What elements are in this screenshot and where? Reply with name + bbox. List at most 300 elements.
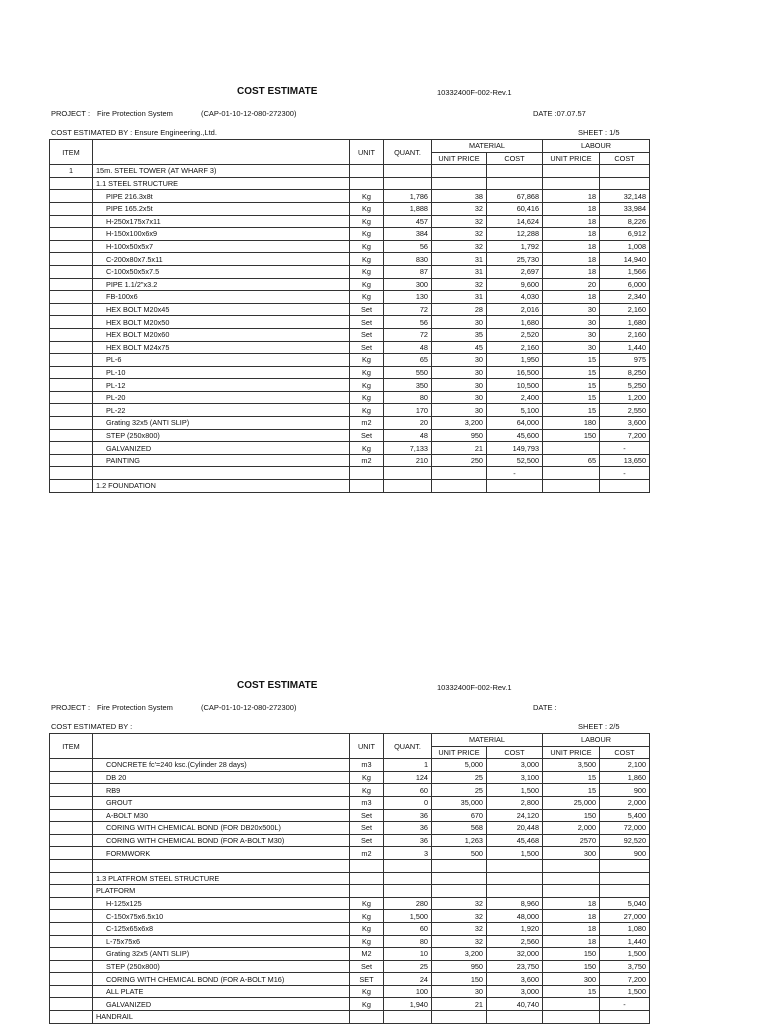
cell-labour-unit-price: 18 [543,215,600,228]
cell-item [50,809,93,822]
table-row [50,910,650,923]
cell-material-cost [487,1011,543,1024]
cell-labour-unit-price: 18 [543,265,600,278]
cell-description: CORING WITH CHEMICAL BOND (FOR DB20x500L) [93,822,350,835]
cell-labour-cost: 6,912 [600,228,650,241]
cell-item [50,454,93,467]
cell-description: GALVANIZED [93,998,350,1011]
cell-description: PL-6 [93,354,350,367]
cell-labour-cost: 32,148 [600,190,650,203]
cell-item [50,190,93,203]
cell-material-cost: 60,416 [487,202,543,215]
project-name: Fire Protection System [97,109,173,118]
cell-labour-unit-price: 150 [543,948,600,961]
cell-labour-cost: 3,600 [600,417,650,430]
cell-material-cost: 2,520 [487,328,543,341]
cell-labour-cost: 13,650 [600,454,650,467]
cell-description: HANDRAIL [93,1011,350,1024]
cell-unit: Set [350,809,384,822]
cell-material-unit-price [432,165,487,178]
cell-quantity: 130 [384,291,432,304]
cell-quantity: 170 [384,404,432,417]
cell-material-cost: 48,000 [487,910,543,923]
cell-material-cost: 24,120 [487,809,543,822]
cell-labour-cost: 7,200 [600,429,650,442]
cell-quantity: 100 [384,985,432,998]
table-row [50,354,650,367]
cell-labour-cost: 1,680 [600,316,650,329]
cell-unit: Kg [350,985,384,998]
table-row [50,948,650,961]
cell-unit: Kg [350,771,384,784]
table-row [50,922,650,935]
cell-labour-unit-price: 3,500 [543,759,600,772]
cell-description: PL-10 [93,366,350,379]
cell-labour-cost: - [600,442,650,455]
cell-material-cost: 1,920 [487,922,543,935]
cell-material-unit-price: 32 [432,922,487,935]
cell-unit [350,885,384,898]
cell-unit: Kg [350,190,384,203]
cell-unit: Set [350,960,384,973]
cell-labour-cost: 2,160 [600,328,650,341]
header-description [93,140,350,165]
cell-material-unit-price: 30 [432,366,487,379]
cell-quantity [384,859,432,872]
header-material: MATERIAL [432,734,543,747]
cell-labour-unit-price: 2,000 [543,822,600,835]
cell-description: CORING WITH CHEMICAL BOND (FOR A-BOLT M16) [93,973,350,986]
cell-material-cost: 2,400 [487,391,543,404]
header-material-unit-price: UNIT PRICE [432,746,487,759]
cell-unit: Set [350,822,384,835]
cell-unit: Set [350,834,384,847]
cell-quantity: 550 [384,366,432,379]
cell-labour-unit-price: 300 [543,973,600,986]
cell-labour-unit-price: 15 [543,985,600,998]
table-row [50,1011,650,1024]
cell-labour-unit-price: 18 [543,253,600,266]
table-row [50,872,650,885]
cell-material-cost: 32,000 [487,948,543,961]
cell-quantity: 65 [384,354,432,367]
cell-labour-cost: 2,340 [600,291,650,304]
cell-labour-cost: 92,520 [600,834,650,847]
cell-material-cost: 12,288 [487,228,543,241]
cell-quantity: 300 [384,278,432,291]
cost-estimate-table [49,139,650,493]
cell-material-cost: 8,960 [487,897,543,910]
sheet-number: SHEET : 1/5 [578,128,620,137]
cell-material-cost: 25,730 [487,253,543,266]
cell-material-unit-price: 35,000 [432,796,487,809]
cell-unit: Set [350,303,384,316]
cell-material-unit-price: 30 [432,354,487,367]
cell-description: GROUT [93,796,350,809]
cell-quantity: 36 [384,834,432,847]
table-row [50,379,650,392]
cell-item [50,480,93,493]
cell-item [50,922,93,935]
cell-labour-cost: 2,000 [600,796,650,809]
cell-description: H-125x125 [93,897,350,910]
cell-material-cost: - [487,467,543,480]
table-row [50,759,650,772]
cell-item [50,872,93,885]
cell-item [50,1011,93,1024]
cell-item [50,429,93,442]
table-row [50,291,650,304]
cell-material-cost [487,872,543,885]
cell-item [50,253,93,266]
sheet-title: COST ESTIMATE [237,680,318,691]
cell-labour-cost: 975 [600,354,650,367]
cell-material-unit-price [432,480,487,493]
cell-labour-unit-price: 15 [543,391,600,404]
cell-labour-cost: 2,550 [600,404,650,417]
cost-estimate-table [49,733,650,1024]
cell-quantity: 350 [384,379,432,392]
cell-labour-unit-price: 18 [543,190,600,203]
cell-description: H-150x100x6x9 [93,228,350,241]
cell-item [50,215,93,228]
cell-unit: Kg [350,278,384,291]
cell-labour-unit-price: 15 [543,379,600,392]
project-code: (CAP-01-10-12-080-272300) [201,109,297,118]
cell-material-cost [487,885,543,898]
cell-item [50,202,93,215]
cell-description: PIPE 216.3x8t [93,190,350,203]
cell-material-unit-price [432,177,487,190]
cell-description: CONCRETE fc'=240 ksc.(Cylinder 28 days) [93,759,350,772]
table-row [50,215,650,228]
cell-unit: Kg [350,784,384,797]
cell-unit: Kg [350,922,384,935]
cell-labour-unit-price [543,480,600,493]
cell-description: C-100x50x5x7.5 [93,265,350,278]
cell-labour-cost: 1,440 [600,341,650,354]
table-row [50,429,650,442]
cell-material-unit-price: 25 [432,771,487,784]
table-row [50,973,650,986]
cell-description: Grating 32x5 (ANTI SLIP) [93,948,350,961]
cell-labour-unit-price: 30 [543,303,600,316]
cell-labour-cost: 5,250 [600,379,650,392]
cell-description: PLATFORM [93,885,350,898]
cell-quantity: 384 [384,228,432,241]
cell-material-unit-price: 32 [432,897,487,910]
cell-item [50,366,93,379]
table-row [50,935,650,948]
cell-labour-cost: - [600,467,650,480]
cell-quantity: 830 [384,253,432,266]
cell-item [50,404,93,417]
cell-quantity: 1,940 [384,998,432,1011]
cell-unit: SET [350,973,384,986]
cell-quantity: 0 [384,796,432,809]
cell-labour-unit-price: 18 [543,291,600,304]
cell-quantity [384,177,432,190]
cell-item [50,910,93,923]
cell-quantity [384,872,432,885]
cell-labour-cost: 27,000 [600,910,650,923]
cell-labour-cost [600,480,650,493]
project-code: (CAP-01-10-12-080-272300) [201,703,297,712]
cell-labour-unit-price: 2570 [543,834,600,847]
date: DATE :07.07.57 [533,109,586,118]
cell-material-cost: 40,740 [487,998,543,1011]
cell-description: CORING WITH CHEMICAL BOND (FOR A-BOLT M30) [93,834,350,847]
cell-item [50,771,93,784]
cell-quantity: 60 [384,784,432,797]
cell-labour-cost: 14,940 [600,253,650,266]
cell-material-unit-price: 38 [432,190,487,203]
cell-unit: Kg [350,366,384,379]
table-row [50,316,650,329]
cell-material-unit-price: 30 [432,404,487,417]
cell-labour-unit-price: 30 [543,316,600,329]
cell-item [50,442,93,455]
cell-description: STEP (250x800) [93,960,350,973]
table-row [50,885,650,898]
cell-material-unit-price [432,859,487,872]
cell-item [50,467,93,480]
cell-unit: Kg [350,998,384,1011]
cell-quantity [384,885,432,898]
cell-quantity: 24 [384,973,432,986]
cell-material-cost: 3,100 [487,771,543,784]
cell-quantity: 1,500 [384,910,432,923]
cell-description: C-150x75x6.5x10 [93,910,350,923]
sheet-number: SHEET : 2/5 [578,722,620,731]
cell-material-cost: 9,600 [487,278,543,291]
cell-item [50,834,93,847]
cell-material-cost: 2,560 [487,935,543,948]
cell-item [50,822,93,835]
cell-labour-unit-price [543,177,600,190]
cell-description: H-100x50x5x7 [93,240,350,253]
cell-description: C-200x80x7.5x11 [93,253,350,266]
cell-material-unit-price: 500 [432,847,487,860]
cell-material-cost: 67,868 [487,190,543,203]
cell-unit: Set [350,429,384,442]
header-quantity: QUANT. [384,734,432,759]
cell-item [50,948,93,961]
table-row [50,253,650,266]
cell-material-unit-price: 3,200 [432,948,487,961]
cell-quantity: 1,786 [384,190,432,203]
cell-unit: Kg [350,910,384,923]
cell-description: PL-22 [93,404,350,417]
cell-material-unit-price: 32 [432,202,487,215]
cell-labour-cost [600,1011,650,1024]
header-unit: UNIT [350,140,384,165]
cell-labour-cost [600,859,650,872]
cell-quantity: 56 [384,240,432,253]
cell-description: FORMWORK [93,847,350,860]
cell-quantity: 1 [384,759,432,772]
table-row [50,985,650,998]
cell-material-cost: 2,016 [487,303,543,316]
header-labour: LABOUR [543,734,650,747]
sheet-title: COST ESTIMATE [237,86,318,97]
cell-labour-cost: 3,750 [600,960,650,973]
cell-material-cost: 1,500 [487,784,543,797]
cell-item [50,897,93,910]
cell-description: HEX BOLT M20x45 [93,303,350,316]
cell-labour-unit-price [543,1011,600,1024]
cell-item [50,328,93,341]
cell-item [50,985,93,998]
cell-labour-unit-price: 20 [543,278,600,291]
cell-unit: Set [350,316,384,329]
cell-description: PIPE 1.1/2"x3.2 [93,278,350,291]
cell-unit: Kg [350,240,384,253]
table-row [50,278,650,291]
project-label: PROJECT : [51,109,91,118]
cell-labour-unit-price: 30 [543,328,600,341]
cell-quantity: 72 [384,328,432,341]
table-row [50,190,650,203]
cell-description: HEX BOLT M20x60 [93,328,350,341]
cell-description: C-125x65x6x8 [93,922,350,935]
cell-labour-unit-price: 18 [543,897,600,910]
cell-item [50,291,93,304]
cell-unit: m3 [350,796,384,809]
cell-item [50,240,93,253]
table-row [50,454,650,467]
table-row [50,960,650,973]
cell-unit: Kg [350,228,384,241]
cell-labour-unit-price: 300 [543,847,600,860]
cell-labour-unit-price: 18 [543,935,600,948]
cell-description: HEX BOLT M24x75 [93,341,350,354]
cell-labour-cost: 1,200 [600,391,650,404]
cell-material-unit-price: 21 [432,998,487,1011]
cell-labour-unit-price: 18 [543,228,600,241]
cell-unit [350,480,384,493]
cell-labour-cost: 1,440 [600,935,650,948]
cell-material-cost: 1,792 [487,240,543,253]
cell-material-cost: 23,750 [487,960,543,973]
cell-description: DB 20 [93,771,350,784]
cell-labour-unit-price: 15 [543,771,600,784]
cell-description: RB9 [93,784,350,797]
cell-item [50,303,93,316]
cell-quantity: 48 [384,341,432,354]
cell-quantity: 1,888 [384,202,432,215]
header-item: ITEM [50,140,93,165]
cell-labour-cost [600,177,650,190]
cell-description [93,467,350,480]
cell-material-cost: 3,000 [487,759,543,772]
cell-material-unit-price: 30 [432,985,487,998]
cell-quantity [384,1011,432,1024]
cell-item [50,354,93,367]
cell-labour-cost: 1,500 [600,985,650,998]
cell-description: 15m. STEEL TOWER (AT WHARF 3) [93,165,350,178]
cell-unit: Kg [350,391,384,404]
cell-material-cost: 2,800 [487,796,543,809]
cell-description: GALVANIZED [93,442,350,455]
cell-material-cost: 52,500 [487,454,543,467]
cell-labour-cost: 33,984 [600,202,650,215]
table-row [50,265,650,278]
cell-material-unit-price: 1,263 [432,834,487,847]
cell-quantity: 56 [384,316,432,329]
cell-material-cost: 149,793 [487,442,543,455]
cell-labour-unit-price: 15 [543,366,600,379]
table-row [50,202,650,215]
cell-description: FB-100x6 [93,291,350,304]
cell-labour-cost: 5,040 [600,897,650,910]
document-number: 10332400F-002-Rev.1 [437,88,512,97]
table-row [50,391,650,404]
cell-unit: Kg [350,442,384,455]
header-material-cost: COST [487,746,543,759]
cell-material-unit-price: 32 [432,278,487,291]
cell-item [50,847,93,860]
cell-material-unit-price: 31 [432,265,487,278]
cell-material-cost [487,165,543,178]
cell-quantity: 36 [384,809,432,822]
cell-unit [350,859,384,872]
cell-unit [350,467,384,480]
cell-item [50,935,93,948]
table-row [50,366,650,379]
cell-item [50,759,93,772]
table-row [50,784,650,797]
cell-material-unit-price: 31 [432,253,487,266]
cell-material-unit-price: 250 [432,454,487,467]
cell-material-cost: 4,030 [487,291,543,304]
cell-unit: Kg [350,215,384,228]
cell-unit: Kg [350,379,384,392]
cell-description: 1.2 FOUNDATION [93,480,350,493]
cell-labour-cost: 1,500 [600,948,650,961]
cell-material-unit-price: 45 [432,341,487,354]
cell-material-unit-price: 31 [432,291,487,304]
cell-item [50,341,93,354]
table-row [50,809,650,822]
cell-item [50,998,93,1011]
cell-item [50,960,93,973]
estimated-by: COST ESTIMATED BY : Ensure Engineering.,Ltd. [51,128,217,137]
cell-unit [350,165,384,178]
table-row [50,240,650,253]
cell-item [50,177,93,190]
cell-unit: Set [350,341,384,354]
cell-material-unit-price [432,467,487,480]
cell-quantity: 457 [384,215,432,228]
cell-material-unit-price: 670 [432,809,487,822]
cell-item [50,796,93,809]
cell-labour-unit-price: 18 [543,240,600,253]
cell-labour-unit-price: 30 [543,341,600,354]
cell-material-cost: 14,624 [487,215,543,228]
cell-labour-cost [600,872,650,885]
table-row [50,771,650,784]
cell-material-unit-price: 30 [432,316,487,329]
cell-labour-unit-price: 15 [543,404,600,417]
table-row [50,467,650,480]
cell-description: ALL PLATE [93,985,350,998]
cell-labour-unit-price: 150 [543,429,600,442]
cell-labour-unit-price [543,885,600,898]
cell-material-cost: 2,160 [487,341,543,354]
cell-labour-cost: 2,160 [600,303,650,316]
cell-quantity: 60 [384,922,432,935]
